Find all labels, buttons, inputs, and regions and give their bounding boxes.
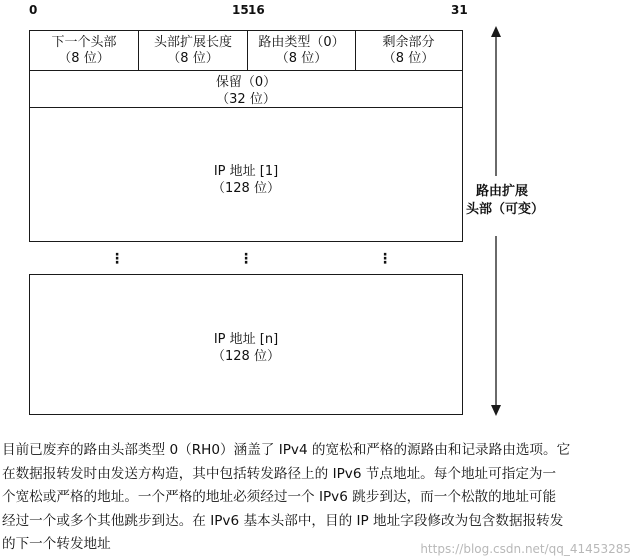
field-segments-left <box>355 31 461 70</box>
field-header-ext-length <box>138 31 247 70</box>
field-reserved <box>29 70 463 109</box>
routing-ext-header-label <box>466 183 545 219</box>
field-ip-address-1-size: （128 位） <box>212 181 280 196</box>
field-ip-address-1 <box>29 107 463 242</box>
field-ip-address-n-name: IP 地址 [n] <box>213 332 279 347</box>
field-ip-address-n-size: （128 位） <box>212 349 280 364</box>
field-next-header-name: 下一个头部 <box>51 34 117 50</box>
bit-31-label: 31 <box>451 3 468 17</box>
field-routing-type <box>247 31 355 70</box>
field-routing-type-name: 路由类型（0） <box>258 34 345 50</box>
caption-line: 目前已废弃的路由头部类型 0（RH0）涵盖了 IPv4 的宽松和严格的源路由和记录路由选项。它 <box>2 442 571 458</box>
field-reserved-name: 保留（0） <box>215 74 277 90</box>
field-header-ext-length-name: 头部扩展长度 <box>153 34 232 50</box>
bit-16-label: 16 <box>248 3 265 17</box>
field-ip-address-n <box>29 274 463 415</box>
field-segments-left-size: （8 位） <box>382 50 435 66</box>
field-header-ext-length-size: （8 位） <box>167 50 219 66</box>
field-reserved-size: （32 位） <box>216 91 276 107</box>
field-routing-type-size: （8 位） <box>275 50 328 66</box>
caption-line: 经过一个或多个其他跳步到达。在 IPv6 基本头部中，目的 IP 地址字段修改为包含数据报转发 <box>2 512 564 529</box>
field-segments-left-name: 剩余部分 <box>382 34 435 50</box>
field-next-header <box>30 31 138 70</box>
caption-line: 的下一个转发地址 <box>2 536 111 553</box>
watermark-url: https://blog.csdn.net/qq_41453285 <box>420 542 631 556</box>
routing-ext-header-label-line1: 路由扩展 <box>475 184 528 199</box>
ellipsis-dots-right: ⋮ <box>378 251 392 267</box>
field-next-header-size: （8 位） <box>58 50 110 66</box>
header-row-fields <box>29 30 463 71</box>
caption-line: 在数据报转发时由发送方构造，其中包括转发路径上的 IPv6 节点地址。每个地址可指定为一 <box>2 465 557 482</box>
extent-arrow-icon <box>488 26 504 416</box>
ellipsis-dots-left: ⋮ <box>110 251 124 267</box>
caption-paragraph <box>2 439 634 557</box>
bit-15-label: 15 <box>232 3 249 17</box>
caption-line: 个宽松或严格的地址。一个严格的地址必须经过一个 IPv6 跳步到达，而一个松散的地址可能 <box>2 489 557 506</box>
ellipsis-dots-middle: ⋮ <box>239 251 253 267</box>
bit-0-label: 0 <box>29 3 38 17</box>
field-ip-address-1-name: IP 地址 [1] <box>213 164 279 179</box>
routing-ext-header-label-line2: 头部（可变） <box>466 202 545 217</box>
